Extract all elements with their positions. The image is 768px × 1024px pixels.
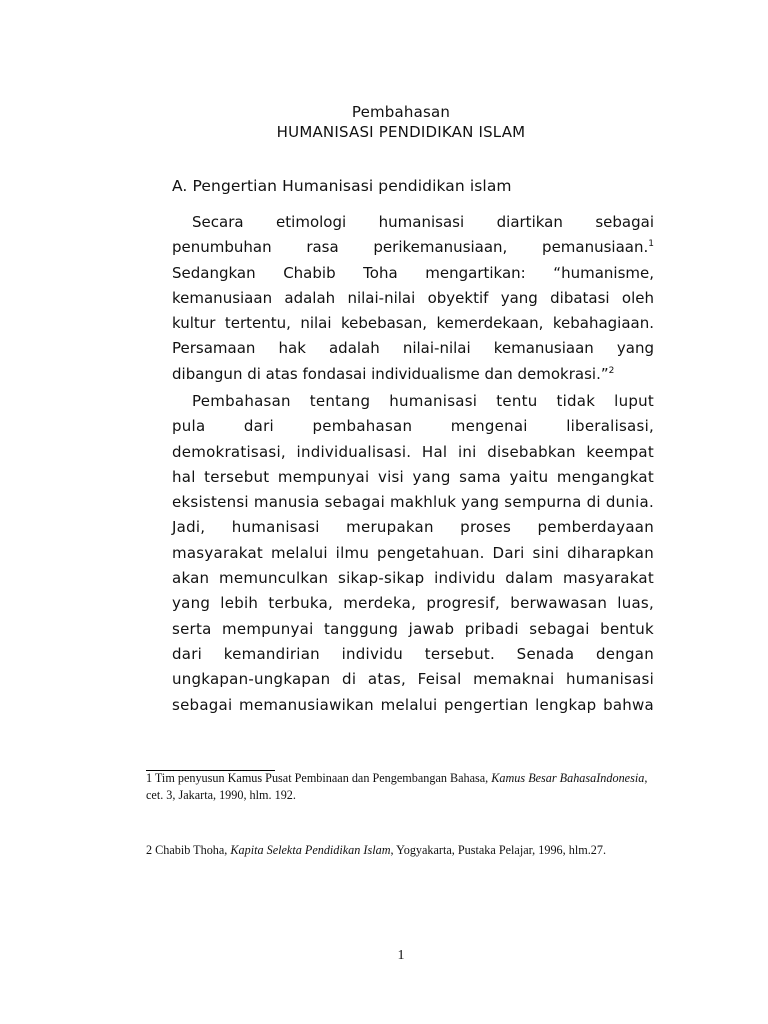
chapter-title: HUMANISASI PENDIDIKAN ISLAM xyxy=(276,123,526,141)
paragraph-line: kemanusiaan adalah nilai-nilai obyektif yang dibatasi oleh xyxy=(172,288,654,307)
footnote-ref: 1 xyxy=(648,239,654,250)
footnote-1: 1 Tim penyusun Kamus Pusat Pembinaan dan Pengembangan Bahasa, Kamus Besar BahasaIndonesia, cet. 3, Jakarta, 1990, hlm. 192. xyxy=(146,771,648,802)
paragraph-line: Sedangkan Chabib Toha mengartikan: “humanisme, xyxy=(172,263,654,282)
paragraph-line: yang lebih terbuka, merdeka, progresif, berwawasan luas, xyxy=(172,594,654,613)
paragraph-line: Persamaan hak adalah nilai-nilai kemanusiaan yang xyxy=(172,339,654,358)
paragraph-pembahasan xyxy=(172,389,654,718)
paragraph-line: masyarakat melalui ilmu pengetahuan. Dari sini diharapkan xyxy=(172,543,654,562)
paragraph-line: serta mempunyai tanggung jawab pribadi sebagai bentuk xyxy=(172,619,654,638)
paragraph-line: Secara etimologi humanisasi diartikan sebagai xyxy=(192,213,654,231)
paragraph-line: Pembahasan tentang humanisasi tentu tidak luput xyxy=(192,392,654,410)
paragraph-line: hal tersebut mempunyai visi yang sama yaitu mengangkat xyxy=(172,467,654,486)
page-number: 1 xyxy=(397,948,405,963)
paragraph-line: dari kemandirian individu tersebut. Senada dengan xyxy=(172,644,654,663)
paragraph-line: dibangun di atas fondasai individualisme dan demokrasi.”$^2$ xyxy=(172,364,615,383)
paragraph-line: kultur tertentu, nilai kebebasan, kemerdekaan, kebahagiaan. xyxy=(172,314,654,333)
paragraph-line: pula dari pembahasan mengenai liberalisasi, xyxy=(172,417,654,436)
paragraph-line: akan memunculkan sikap-sikap individu dalam masyarakat xyxy=(172,569,654,588)
footnote-2: 2 Chabib Thoha, Kapita Selekta Pendidikan Islam, Yogyakarta, Pustaka Pelajar, 1996, hlm.27. xyxy=(146,843,606,857)
paragraph-line: ungkapan-ungkapan di atas, Feisal memaknai humanisasi xyxy=(172,670,654,689)
paragraph-line: eksistensi manusia sebagai makhluk yang sempurna di dunia. xyxy=(172,493,654,512)
paragraph-line: demokratisasi, individualisasi. Hal ini disebabkan keempat xyxy=(172,442,654,461)
chapter-subtitle: Pembahasan xyxy=(351,103,451,121)
section-heading: A. Pengertian Humanisasi pendidikan islam xyxy=(172,177,512,195)
paragraph-line: penumbuhan rasa perikemanusiaan, pemanusiaan.$^1$ xyxy=(172,238,654,257)
paragraph-line: sebagai memanusiawikan melalui pengertian lengkap bahwa xyxy=(172,695,654,714)
footnote-ref: 2 xyxy=(608,365,615,376)
paragraph-line: Jadi, humanisasi merupakan proses pemberdayaan xyxy=(172,518,654,537)
paragraph-etimologi xyxy=(172,210,654,387)
